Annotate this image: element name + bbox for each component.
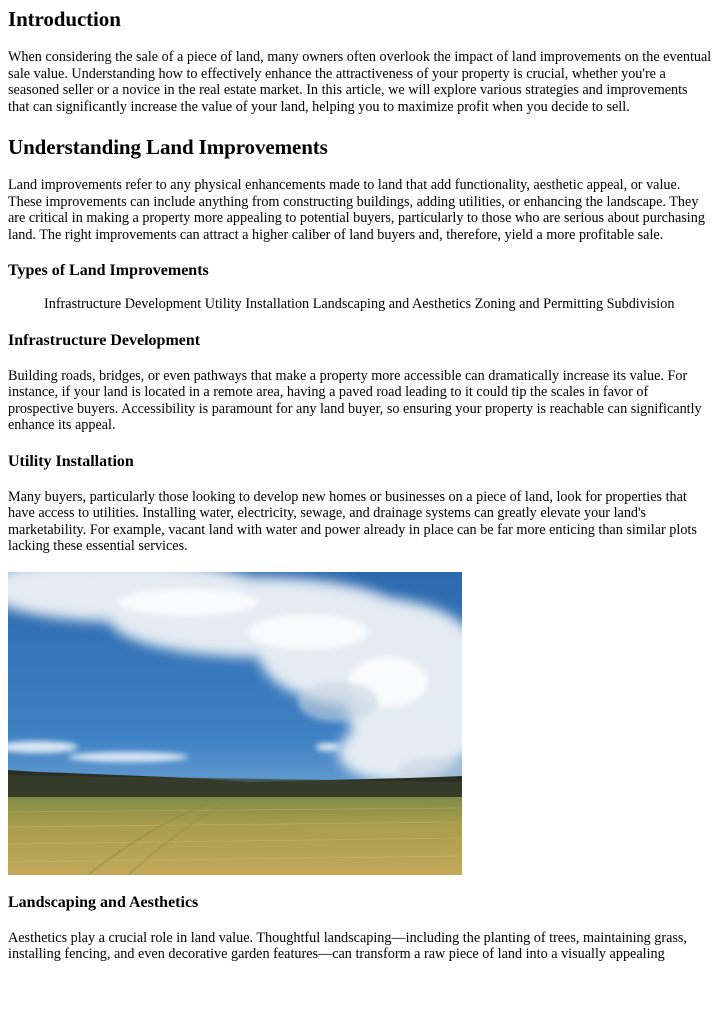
landscape-photo (8, 572, 462, 875)
heading-understanding-land-improvements: Understanding Land Improvements (8, 135, 328, 159)
heading-introduction: Introduction (8, 7, 121, 31)
heading-landscaping-and-aesthetics: Landscaping and Aesthetics (8, 893, 199, 911)
article (0, 7, 712, 963)
heading-infrastructure-development: Infrastructure Development (8, 331, 201, 349)
heading-utility-installation: Utility Installation (8, 452, 134, 470)
paragraph-understanding-land-improvements: Land improvements refer to any physical enhancements made to land that add functionality, aesthetic appeal, or value. These improvements can include anything from constructing buildings, adding utilities, or enhancing the landscape. They are critical in making a property more appealing to potential buyers, particularly to those who are serious about purchasing land. The right improvements can attract a higher caliber of land buyers and, therefore, yield a more profitable sale. (8, 177, 705, 243)
heading-types-of-land-improvements: Types of Land Improvements (8, 262, 209, 279)
types-list: Infrastructure Development Utility Installation Landscaping and Aesthetics Zoning and Permitting Subdivision (44, 296, 675, 312)
paragraph-infrastructure-development: Building roads, bridges, or even pathways that make a property more accessible can dramatically increase its value. For instance, if your land is located in a remote area, having a paved road leading to it could tip the scales in favor of prospective buyers. Accessibility is paramount for any land buyer, so ensuring your property is reachable can significantly enhance its appeal. (8, 367, 702, 433)
sky-field-image (8, 572, 462, 875)
paragraph-utility-installation: Many buyers, particularly those looking to develop new homes or businesses on a piece of land, look for properties that have access to utilities. Installing water, electricity, sewage, and drainage systems can greatly elevate your land's marketability. For example, vacant land with water and power already in place can be far more enticing than similar plots lacking these essential services. (8, 488, 697, 554)
paragraph-landscaping-and-aesthetics: Aesthetics play a crucial role in land value. Thoughtful landscaping—including the planting of trees, maintaining grass, installing fencing, and even decorative garden features—can transform a raw piece of land into a visually appealing (8, 929, 687, 962)
paragraph-introduction: When considering the sale of a piece of land, many owners often overlook the impact of land improvements on the eventual sale value. Understanding how to effectively enhance the attractiveness of your property is crucial, whether you're a seasoned seller or a novice in the real estate market. In this article, we will explore various strategies and improvements that can significantly increase the value of your land, helping you to maximize profit when you decide to sell. (8, 49, 712, 115)
